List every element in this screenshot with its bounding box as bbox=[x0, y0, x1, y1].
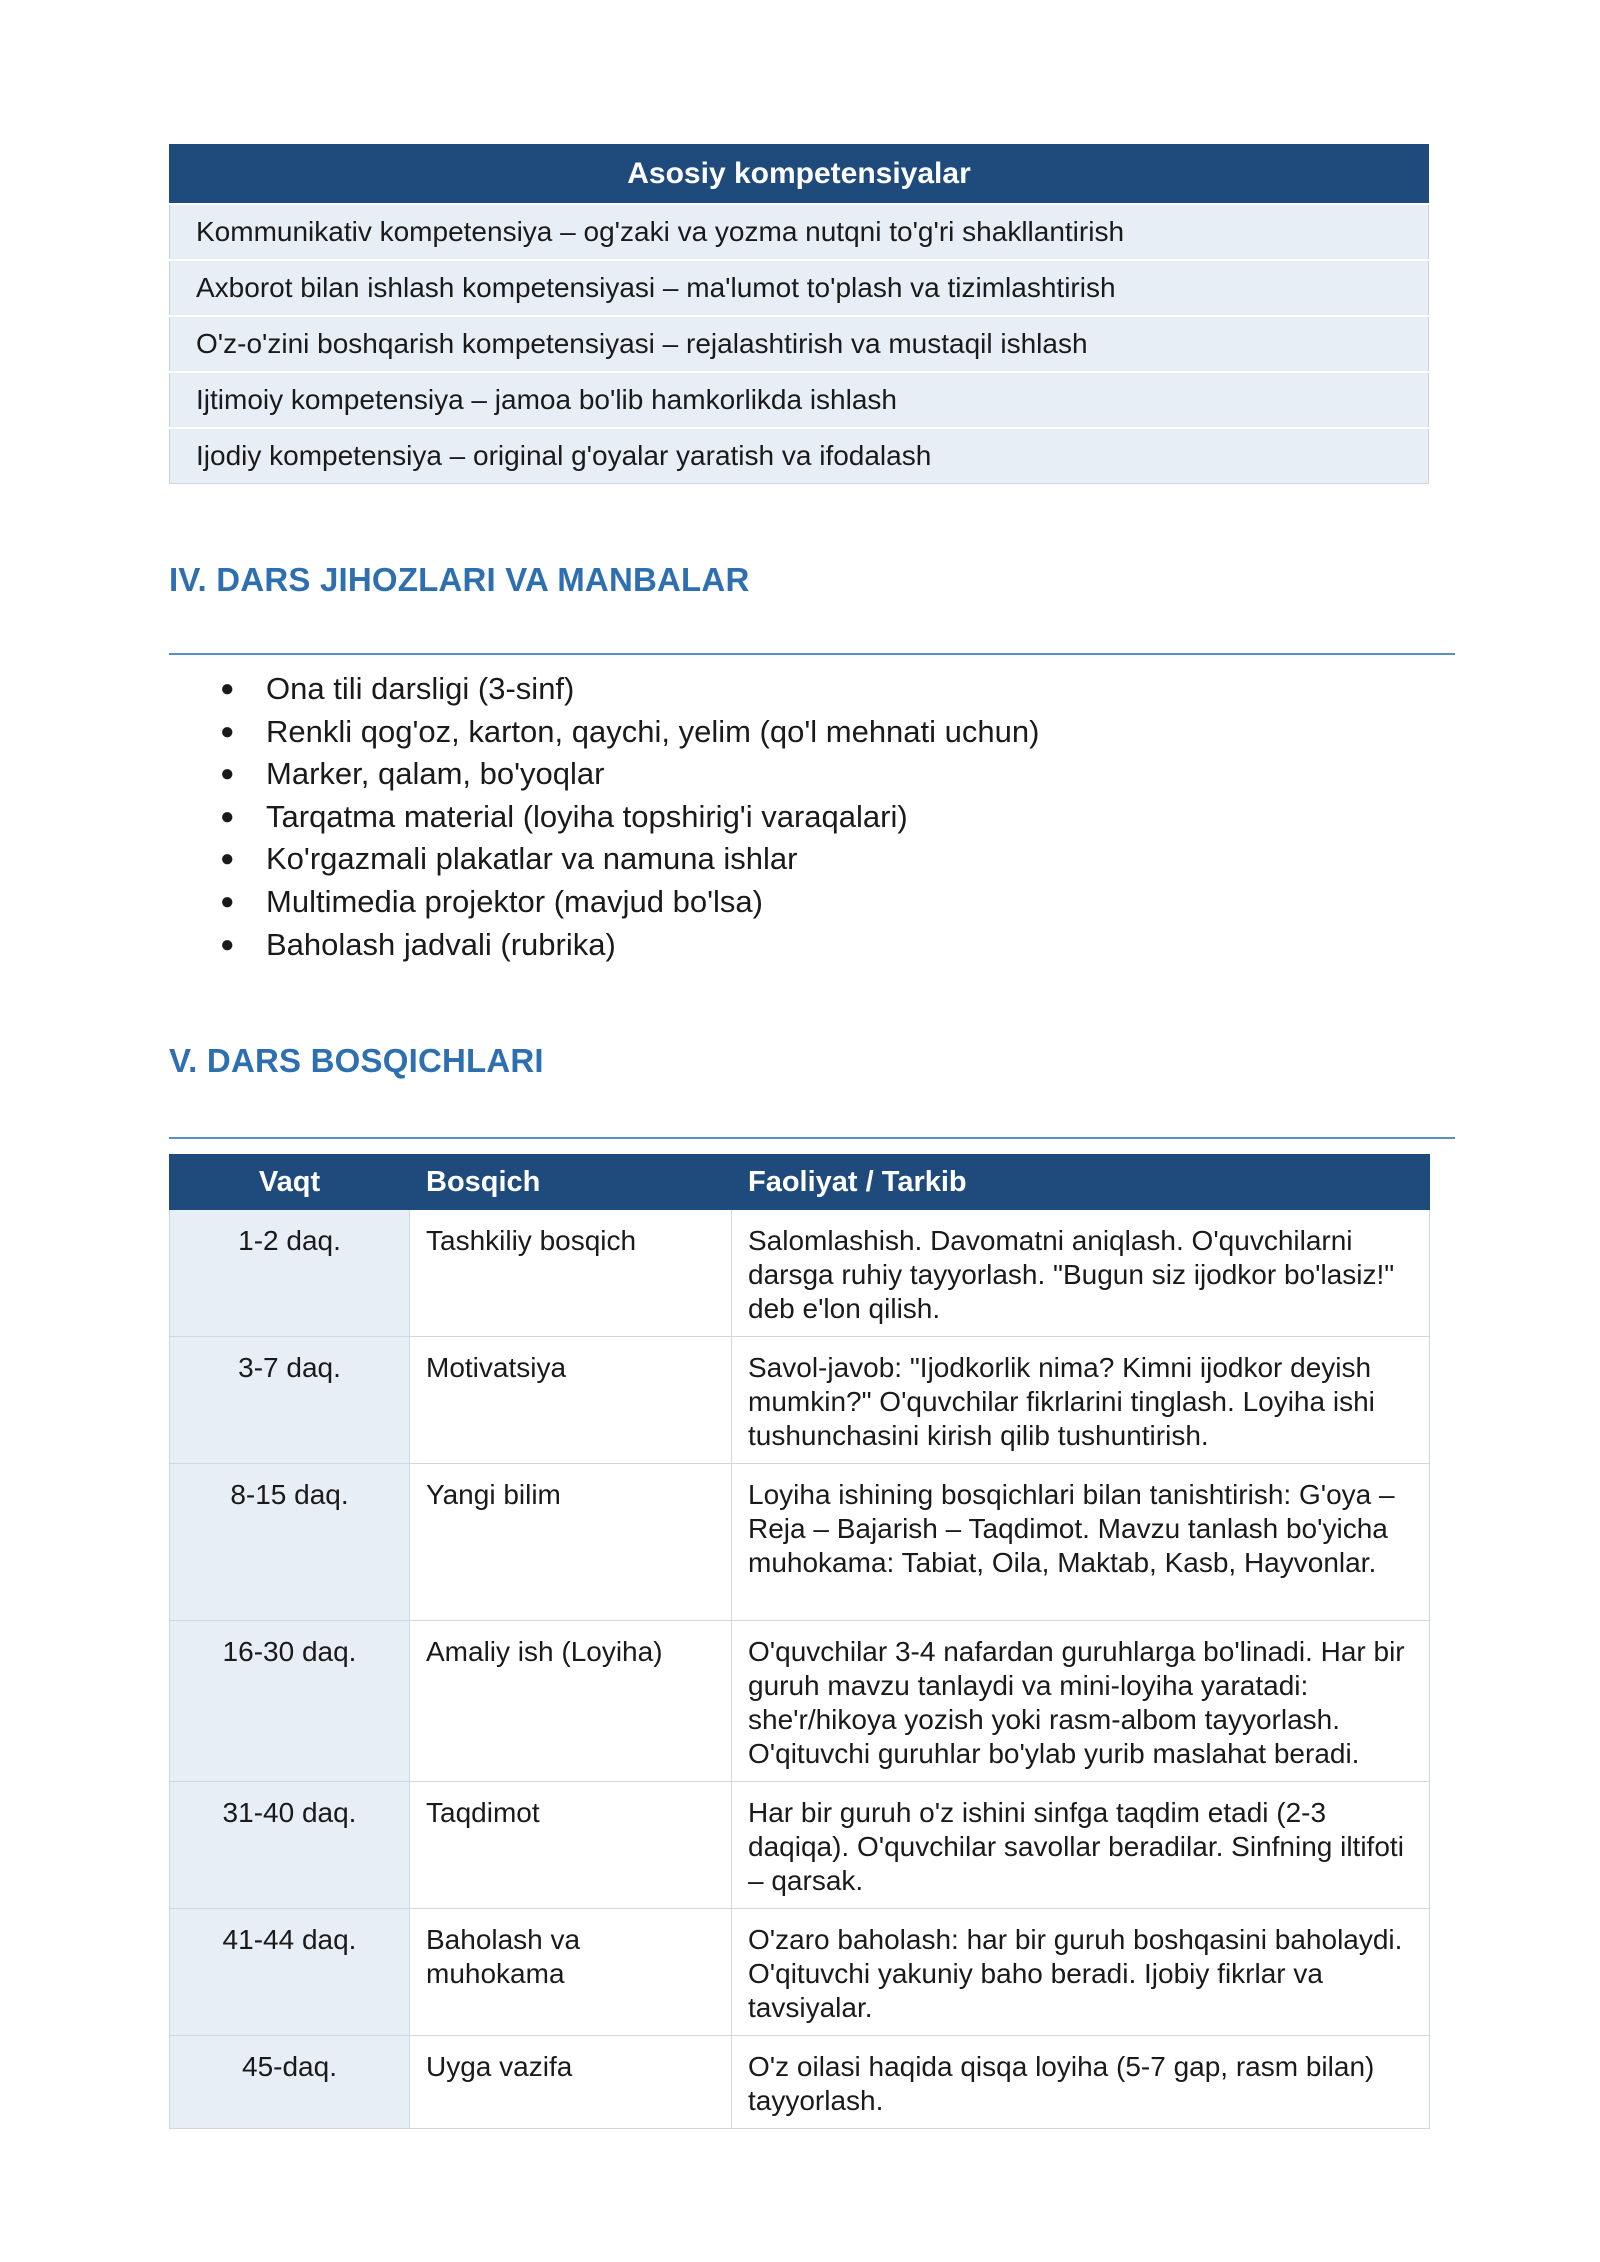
activity-cell: Har bir guruh o'z ishini sinfga taqdim etadi (2-3 daqiqa). O'quvchilar savollar beradilar. Sinfning iltifoti – qarsak. bbox=[732, 1782, 1430, 1909]
activity-cell: O'z oilasi haqida qisqa loyiha (5-7 gap, rasm bilan) tayyorlash. bbox=[732, 2036, 1430, 2129]
stage-cell: Uyga vazifa bbox=[410, 2036, 732, 2129]
section-title-stages: V. DARS BOSQICHLARI bbox=[169, 1042, 544, 1079]
table-row bbox=[170, 1464, 1430, 1621]
table-row bbox=[170, 1337, 1430, 1464]
table-row bbox=[170, 428, 1429, 484]
bullet-icon: ● bbox=[220, 675, 235, 702]
list-item bbox=[218, 924, 1039, 967]
stage-cell: Baholash va muhokama bbox=[410, 1909, 732, 2036]
section-divider bbox=[169, 1137, 1455, 1139]
list-item bbox=[218, 838, 1039, 881]
stage-cell: Taqdimot bbox=[410, 1782, 732, 1909]
table-row bbox=[170, 372, 1429, 428]
activity-cell: Loyiha ishining bosqichlari bilan tanishtirish: G'oya – Reja – Bajarish – Taqdimot. Mavzu tanlash bo'yicha muhokama: Tabiat, Oila, Maktab, Kasb, Hayvonlar. bbox=[732, 1464, 1430, 1621]
table-row bbox=[170, 1210, 1430, 1337]
competency-item: O'z-o'zini boshqarish kompetensiyasi – rejalashtirish va mustaqil ishlash bbox=[170, 316, 1429, 372]
bullet-icon: ● bbox=[220, 845, 235, 873]
activity-cell: O'zaro baholash: har bir guruh boshqasini baholaydi. O'qituvchi yakuniy baho beradi. Ijobiy fikrlar va tavsiyalar. bbox=[732, 1909, 1430, 2036]
list-item-text: Ona tili darsligi (3-sinf) bbox=[266, 671, 575, 706]
list-item bbox=[218, 881, 1039, 924]
table-row bbox=[170, 316, 1429, 372]
competency-item: Ijodiy kompetensiya – original g'oyalar yaratish va ifodalash bbox=[170, 428, 1429, 484]
table-row bbox=[170, 260, 1429, 316]
activity-cell: Savol-javob: "Ijodkorlik nima? Kimni ijodkor deyish mumkin?" O'quvchilar fikrlarini tinglash. Loyiha ishi tushunchasini kirish qilib tushuntirish. bbox=[732, 1337, 1430, 1464]
competency-item: Axborot bilan ishlash kompetensiyasi – ma'lumot to'plash va tizimlashtirish bbox=[170, 260, 1429, 316]
bullet-icon: ● bbox=[220, 802, 235, 830]
stage-cell: Amaliy ish (Loyiha) bbox=[410, 1621, 732, 1782]
section-title-materials: IV. DARS JIHOZLARI VA MANBALAR bbox=[169, 561, 750, 598]
table-row bbox=[170, 1909, 1430, 2036]
list-item bbox=[218, 668, 1039, 711]
column-header-time: Vaqt bbox=[170, 1155, 410, 1210]
competency-item: Ijtimoiy kompetensiya – jamoa bo'lib hamkorlikda ishlash bbox=[170, 372, 1429, 428]
activity-cell: O'quvchilar 3-4 nafardan guruhlarga bo'linadi. Har bir guruh mavzu tanlaydi va mini-loyiha yaratadi: she'r/hikoya yozish yoki rasm-albom tayyorlash. O'qituvchi guruhlar bo'ylab yurib maslahat beradi. bbox=[732, 1621, 1430, 1782]
bullet-icon: ● bbox=[220, 930, 235, 958]
stage-cell: Yangi bilim bbox=[410, 1464, 732, 1621]
bullet-icon: ● bbox=[220, 717, 235, 745]
competency-item: Kommunikativ kompetensiya – og'zaki va yozma nutqni to'g'ri shakllantirish bbox=[170, 204, 1429, 260]
materials-list bbox=[218, 668, 1039, 966]
list-item-text: Tarqatma material (loyiha topshirig'i varaqalari) bbox=[266, 798, 908, 834]
list-item-text: Multimedia projektor (mavjud bo'lsa) bbox=[266, 883, 763, 919]
table-row bbox=[170, 1621, 1430, 1782]
table-row bbox=[170, 2036, 1430, 2129]
section-divider bbox=[169, 653, 1455, 655]
list-item-text: Renkli qog'oz, karton, qaychi, yelim (qo'l mehnati uchun) bbox=[266, 713, 1040, 749]
list-item bbox=[218, 711, 1039, 754]
time-cell: 8-15 daq. bbox=[170, 1464, 410, 1621]
time-cell: 41-44 daq. bbox=[170, 1909, 410, 2036]
bullet-icon: ● bbox=[220, 887, 235, 915]
time-cell: 1-2 daq. bbox=[170, 1210, 410, 1337]
activity-cell: Salomlashish. Davomatni aniqlash. O'quvchilarni darsga ruhiy tayyorlash. "Bugun siz ijodkor bo'lasiz!" deb e'lon qilish. bbox=[732, 1210, 1430, 1337]
list-item bbox=[218, 753, 1039, 796]
time-cell: 31-40 daq. bbox=[170, 1782, 410, 1909]
list-item-text: Baholash jadvali (rubrika) bbox=[266, 926, 616, 962]
list-item-text: Marker, qalam, bo'yoqlar bbox=[266, 756, 605, 792]
column-header-activity: Faoliyat / Tarkib bbox=[732, 1155, 1430, 1210]
competencies-table bbox=[169, 144, 1429, 484]
table-row bbox=[170, 204, 1429, 260]
column-header-stage: Bosqich bbox=[410, 1155, 732, 1210]
lesson-stages-table bbox=[169, 1154, 1430, 2129]
list-item bbox=[218, 796, 1039, 839]
time-cell: 16-30 daq. bbox=[170, 1621, 410, 1782]
time-cell: 3-7 daq. bbox=[170, 1337, 410, 1464]
stage-cell: Tashkiliy bosqich bbox=[410, 1210, 732, 1337]
table-row bbox=[170, 1782, 1430, 1909]
stage-cell: Motivatsiya bbox=[410, 1337, 732, 1464]
bullet-icon: ● bbox=[220, 760, 235, 788]
list-item-text: Ko'rgazmali plakatlar va namuna ishlar bbox=[266, 841, 798, 877]
time-cell: 45-daq. bbox=[170, 2036, 410, 2129]
competencies-header: Asosiy kompetensiyalar bbox=[170, 145, 1429, 205]
